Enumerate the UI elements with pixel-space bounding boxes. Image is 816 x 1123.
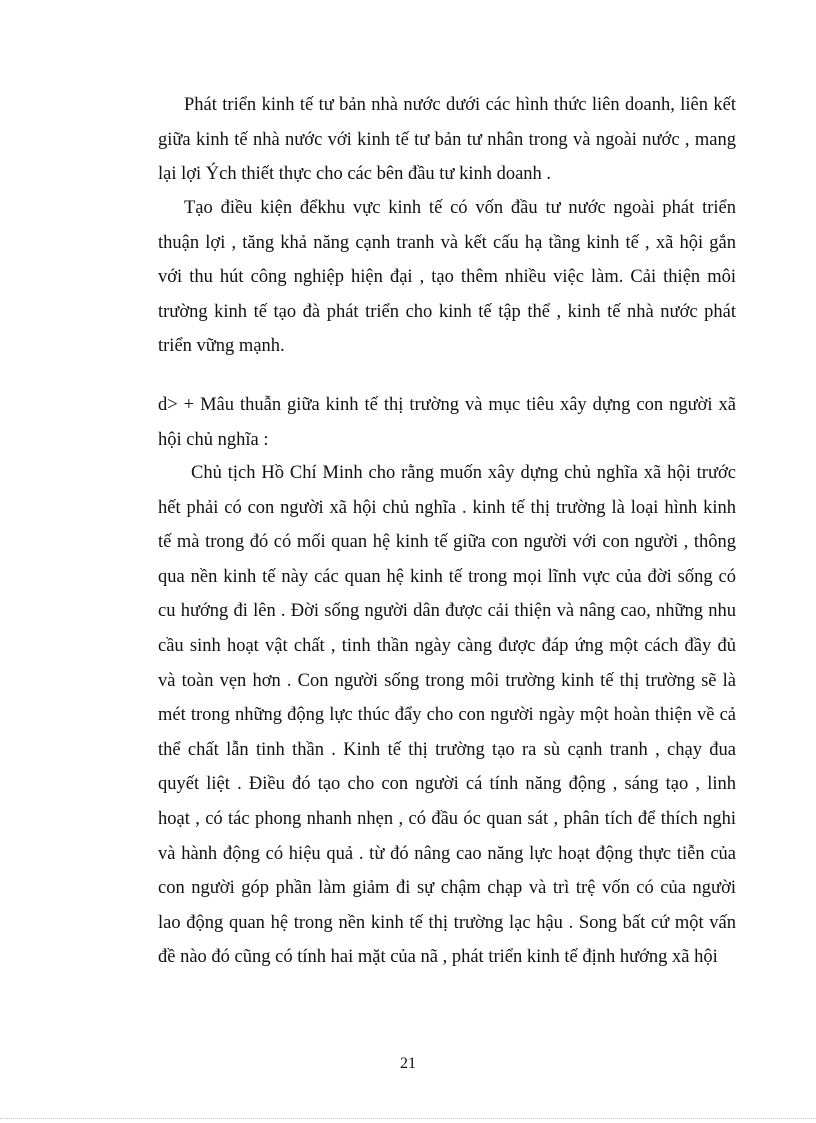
paragraph-line: hết phải có con người xã hội chủ nghĩa . kinh tế thị trường là loại hình kinh [158,497,736,518]
paragraph-line: qua nền kinh tế này các quan hệ kinh tế trong mọi lĩnh vực của đời sống có [158,566,736,587]
paragraph-line: trường kinh tế tạo đà phát triển cho kinh tế tập thể , kinh tế nhà nước phát [158,301,736,322]
paragraph-line: hoạt , có tác phong nhanh nhẹn , có đầu óc quan sát , phân tích để thích nghi [158,808,736,829]
paragraph-foreign-investment [158,191,736,364]
paragraph-line: cầu sinh hoạt vật chất , tinh thần ngày càng được đáp ứng một cách đầy đủ [158,635,736,656]
paragraph-line: Tạo điều kiện đểkhu vực kinh tế có vốn đầu tư nước ngoài phát triển [184,198,736,218]
paragraph-line: Chủ tịch Hồ Chí Minh cho rằng muốn xây dựng chủ nghĩa xã hội trước [191,463,736,483]
paragraph-line: quyết liệt . Điều đó tạo cho con người cá tính năng động , sáng tạo , linh [158,774,736,795]
paragraph-line: và toàn vẹn hơn . Con người sống trong môi trường kinh tế thị trường sẽ là [158,670,736,691]
paragraph-state-capitalism [158,88,736,192]
paragraph-line: tế mà trong đó có mối quan hệ kinh tế giữa con người với con người , thông [158,532,736,553]
paragraph-line: đề nào đó cũng có tính hai mặt của nã , phát triển kinh tế định hướng xã hội [158,947,718,968]
page-number: 21 [400,1055,416,1072]
paragraph-line: và hành động có hiệu quả . từ đó nâng cao năng lực hoạt động thực tiễn của [158,843,736,864]
paragraph-line: cu hướng đi lên . Đời sống người dân được cải thiện và nâng cao, những nhu [158,601,736,622]
heading-line: d> + Mâu thuẫn giữa kinh tế thị trường và mục tiêu xây dựng con người xã [158,395,736,415]
heading-line: hội chủ nghĩa : [158,429,269,450]
paragraph-line: mét trong những động lực thúc đẩy cho con người ngày một hoàn thiện về cả [158,705,736,726]
paragraph-line: Phát triển kinh tế tư bản nhà nước dưới các hình thức liên doanh, liên kết [184,95,736,115]
paragraph-line: thuận lợi , tăng khả năng cạnh tranh và kết cấu hạ tầng kinh tế , xã hội gắn [158,232,736,253]
paragraph-line: lại lợi Ých thiết thực cho các bên đầu tư kinh doanh . [158,164,552,185]
paragraph-line: con người góp phần làm giảm đi sự chậm chạp và trì trệ vốn có của người [158,878,736,899]
paragraph-line: triển vững mạnh. [158,336,285,357]
section-heading [158,388,736,457]
paragraph-line: giữa kinh tế nhà nước với kinh tế tư bản tư nhân trong và ngoài nước , mang [158,129,736,150]
paragraph-line: với thu hút công nghiệp hiện đại , tạo thêm nhiều việc làm. Cải thiện môi [158,267,736,288]
paragraph-line: lao động quan hệ trong nền kinh tế thị trường lạc hậu . Song bất cứ một vấn [158,912,736,933]
paragraph-ho-chi-minh [158,456,736,975]
paragraph-line: thể chất lẫn tinh thần . Kinh tế thị trường tạo ra sù cạnh tranh , chạy đua [158,739,736,760]
page-bottom-divider [0,1118,816,1119]
